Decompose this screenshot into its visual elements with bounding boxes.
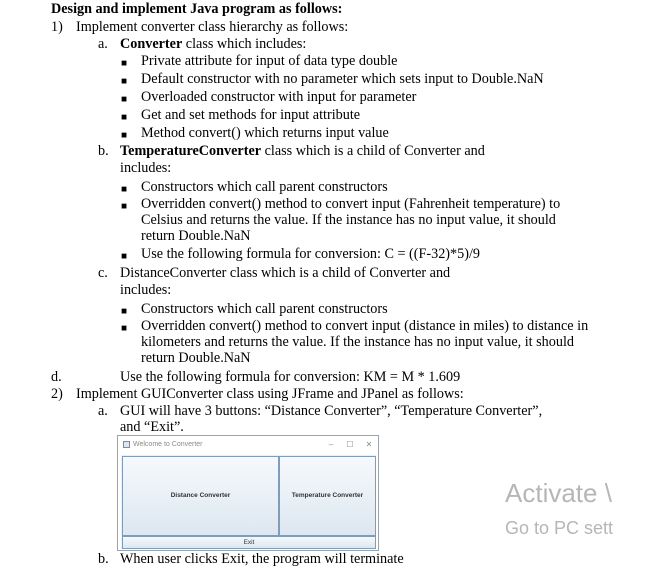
- temperature-converter-class-name: TemperatureConverter: [120, 143, 262, 159]
- item-1b-formula: Use the following formula for conversion: C = ((F-32)*5)/9: [141, 246, 480, 262]
- item-1c-letter: c.: [98, 265, 108, 281]
- item-1b-letter: b.: [98, 143, 109, 159]
- distance-converter-button[interactable]: Distance Converter: [122, 456, 279, 536]
- bullet-icon: ■: [121, 251, 128, 262]
- item-1a-letter: a.: [98, 36, 108, 52]
- bullet-icon: ■: [121, 323, 128, 334]
- item-1c-bullet-line: return Double.NaN: [141, 350, 251, 366]
- converter-window-screenshot: [117, 435, 379, 551]
- item-2a-line2: and “Exit”.: [120, 419, 184, 435]
- item-1c-bullet-line: Overridden convert() method to convert input (distance in miles) to distance in: [141, 318, 589, 334]
- minimize-icon[interactable]: –: [328, 440, 334, 449]
- item-1a-bullet: Method convert() which returns input value: [141, 125, 389, 141]
- item-2a-letter: a.: [98, 403, 108, 419]
- item-d-formula: Use the following formula for conversion: KM = M * 1.609: [120, 369, 461, 385]
- item-1a-bullet: Private attribute for input of data type double: [141, 53, 398, 69]
- activate-windows-subtext: Go to PC sett: [505, 518, 614, 538]
- item-1b-bullet-line: Overridden convert() method to convert input (Fahrenheit temperature) to: [141, 196, 561, 212]
- maximize-icon[interactable]: ☐: [346, 440, 354, 449]
- item-1b-bullet-line: Celsius and returns the value. If the instance has no input value, it should: [141, 212, 556, 228]
- bullet-icon: ■: [121, 112, 128, 123]
- temperature-converter-button[interactable]: Temperature Converter: [279, 456, 376, 536]
- bullet-icon: ■: [121, 184, 128, 195]
- converter-class-name: Converter: [120, 36, 183, 52]
- item-1-text: Implement converter class hierarchy as follows:: [76, 19, 349, 35]
- item-1-number: 1): [51, 19, 63, 35]
- item-1c-bullet: Constructors which call parent constructors: [141, 301, 388, 317]
- bullet-icon: ■: [121, 201, 128, 212]
- item-1b-bullet-line: return Double.NaN: [141, 228, 251, 244]
- close-icon[interactable]: ✕: [365, 440, 373, 449]
- item-1b-heading: [120, 143, 485, 160]
- item-1c-heading: DistanceConverter class which is a child of Converter and: [120, 265, 451, 281]
- bullet-icon: ■: [121, 94, 128, 105]
- item-2b-letter: b.: [98, 551, 109, 567]
- bullet-icon: ■: [121, 58, 128, 69]
- item-1a-heading: [120, 36, 306, 53]
- activate-windows-watermark: Activate \: [505, 478, 612, 508]
- item-1a-bullet: Default constructor with no parameter which sets input to Double.NaN: [141, 71, 544, 87]
- item-1a-bullet: Get and set methods for input attribute: [141, 107, 361, 123]
- item-1b-bullet: Constructors which call parent constructors: [141, 179, 388, 195]
- item-1a-bullet: Overloaded constructor with input for parameter: [141, 89, 417, 105]
- window-title: Welcome to Converter: [133, 441, 203, 448]
- item-d-letter: d.: [51, 369, 62, 385]
- item-1c-heading-line2: includes:: [120, 282, 172, 298]
- java-app-icon: [123, 441, 130, 448]
- bullet-icon: ■: [121, 130, 128, 141]
- item-2b-text: When user clicks Exit, the program will terminate: [120, 551, 404, 567]
- page-title: Design and implement Java program as follows:: [51, 1, 343, 17]
- item-2-number: 2): [51, 386, 63, 402]
- item-2a-line1: GUI will have 3 buttons: “Distance Converter”, “Temperature Converter”,: [120, 403, 543, 419]
- item-2-text: Implement GUIConverter class using JFrame and JPanel as follows:: [76, 386, 464, 402]
- item-1b-heading-line2: includes:: [120, 160, 172, 176]
- bullet-icon: ■: [121, 76, 128, 87]
- window-title-bar: [118, 436, 378, 454]
- item-1c-bullet-line: kilometers and returns the value. If the instance has no input value, it should: [141, 334, 575, 350]
- item-1a-heading-rest: class which includes:: [182, 36, 307, 52]
- exit-button[interactable]: Exit: [122, 536, 376, 549]
- item-1b-heading-rest: class which is a child of Converter and: [261, 143, 485, 159]
- window-content-panel: [121, 455, 376, 549]
- bullet-icon: ■: [121, 306, 128, 317]
